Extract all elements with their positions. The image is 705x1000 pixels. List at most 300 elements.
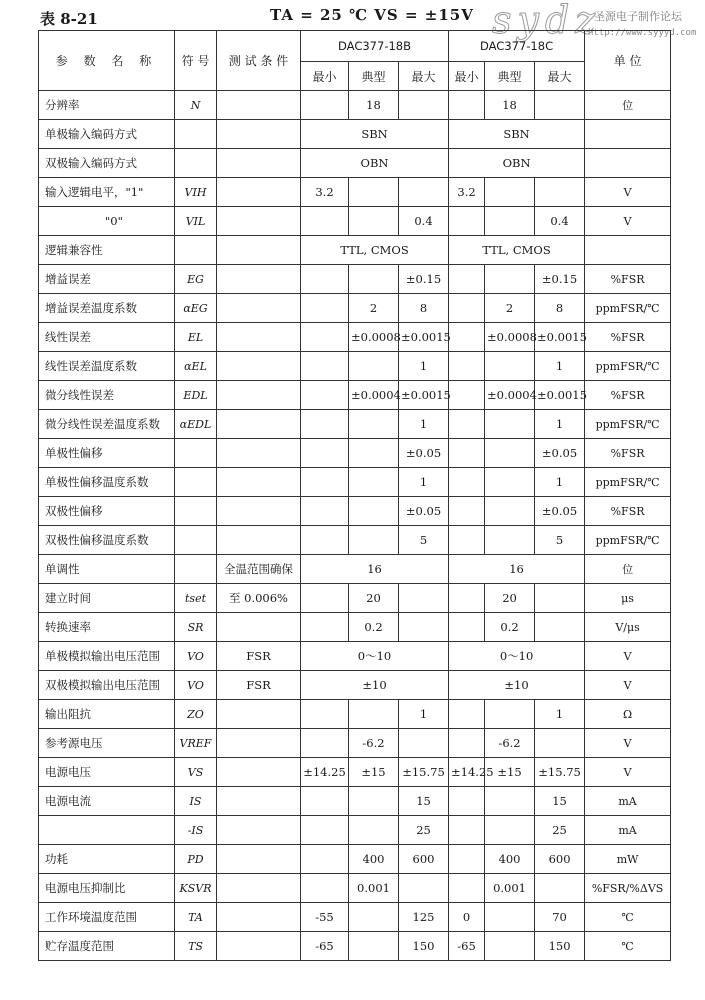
value-c-max: 5 (535, 526, 585, 555)
table-row (39, 845, 671, 874)
param-unit: 位 (585, 555, 671, 584)
table-row (39, 468, 671, 497)
value-b-min: -65 (301, 932, 349, 961)
param-unit: 位 (585, 91, 671, 120)
param-symbol: TS (175, 932, 217, 961)
value-b-typ (349, 178, 399, 207)
param-name: 双极模拟输出电压范围 (39, 671, 175, 700)
value-b-max: ±0.05 (399, 497, 449, 526)
value-group-b: ±10 (301, 671, 449, 700)
table-row (39, 555, 671, 584)
header-group-b: DAC377-18B (301, 31, 449, 62)
header-group-c: DAC377-18C (449, 31, 585, 62)
value-c-min (449, 700, 485, 729)
param-unit: ppmFSR/℃ (585, 526, 671, 555)
value-b-max: 5 (399, 526, 449, 555)
param-unit: mA (585, 787, 671, 816)
value-c-typ (485, 352, 535, 381)
watermark-url: http://www.syyyd.com (588, 28, 697, 38)
param-name: 逻辑兼容性 (39, 236, 175, 265)
table-row (39, 497, 671, 526)
test-condition-cell (217, 613, 301, 642)
param-name: 输出阻抗 (39, 700, 175, 729)
param-unit: ppmFSR/℃ (585, 294, 671, 323)
value-b-max (399, 613, 449, 642)
test-condition-cell (217, 729, 301, 758)
test-condition-cell (217, 265, 301, 294)
param-symbol: N (175, 91, 217, 120)
value-c-max: ±0.05 (535, 497, 585, 526)
header-unit: 单 位 (585, 31, 671, 91)
param-name: 单调性 (39, 555, 175, 584)
value-b-typ: 18 (349, 91, 399, 120)
param-unit: mA (585, 816, 671, 845)
test-condition-cell (217, 410, 301, 439)
value-b-min (301, 526, 349, 555)
value-c-typ (485, 439, 535, 468)
value-b-typ (349, 468, 399, 497)
value-c-min (449, 91, 485, 120)
value-c-typ (485, 903, 535, 932)
param-symbol: VO (175, 671, 217, 700)
param-symbol (175, 526, 217, 555)
table-row (39, 903, 671, 932)
value-c-max (535, 874, 585, 903)
test-condition-cell (217, 294, 301, 323)
value-c-max: ±0.15 (535, 265, 585, 294)
test-condition-cell (217, 91, 301, 120)
param-name: 双极性偏移温度系数 (39, 526, 175, 555)
table-row (39, 207, 671, 236)
value-b-min (301, 845, 349, 874)
value-b-max: 25 (399, 816, 449, 845)
value-b-typ: ±0.0004 (349, 381, 399, 410)
param-unit: mW (585, 845, 671, 874)
value-group-b: TTL, CMOS (301, 236, 449, 265)
table-row (39, 381, 671, 410)
value-c-min (449, 845, 485, 874)
param-symbol (175, 468, 217, 497)
param-unit: ℃ (585, 903, 671, 932)
value-b-max: 15 (399, 787, 449, 816)
test-condition-cell (217, 497, 301, 526)
value-b-min (301, 816, 349, 845)
value-b-typ (349, 700, 399, 729)
value-group-c: OBN (449, 149, 585, 178)
value-b-typ: 2 (349, 294, 399, 323)
param-name (39, 816, 175, 845)
value-b-max: ±0.0015 (399, 323, 449, 352)
value-b-max: 600 (399, 845, 449, 874)
param-unit: V (585, 642, 671, 671)
param-name: 电源电流 (39, 787, 175, 816)
test-condition: TA = 25 ℃ VS = ±15V (270, 6, 474, 24)
value-c-min (449, 207, 485, 236)
value-b-typ (349, 903, 399, 932)
value-b-max: 1 (399, 700, 449, 729)
param-unit: ppmFSR/℃ (585, 468, 671, 497)
param-symbol: VS (175, 758, 217, 787)
value-c-typ: 20 (485, 584, 535, 613)
header-test: 测 试 条 件 (217, 31, 301, 91)
test-condition-cell (217, 468, 301, 497)
test-condition-cell: 至 0.006% (217, 584, 301, 613)
param-name: 贮存温度范围 (39, 932, 175, 961)
value-c-min (449, 526, 485, 555)
table-row (39, 323, 671, 352)
value-b-typ (349, 352, 399, 381)
value-c-min (449, 352, 485, 381)
value-b-typ: ±15 (349, 758, 399, 787)
value-c-max: 1 (535, 700, 585, 729)
value-group-b: 16 (301, 555, 449, 584)
param-unit: ppmFSR/℃ (585, 410, 671, 439)
param-unit: ppmFSR/℃ (585, 352, 671, 381)
value-b-min (301, 700, 349, 729)
value-c-min (449, 323, 485, 352)
value-c-min (449, 439, 485, 468)
table-row (39, 352, 671, 381)
value-c-max: 600 (535, 845, 585, 874)
spec-table-body (39, 91, 671, 961)
value-b-max: 8 (399, 294, 449, 323)
header-symbol: 符 号 (175, 31, 217, 91)
value-b-min (301, 265, 349, 294)
param-name: 双极性偏移 (39, 497, 175, 526)
param-name: "0" (39, 207, 175, 236)
param-symbol: IS (175, 787, 217, 816)
param-symbol (175, 236, 217, 265)
value-b-typ: 0.2 (349, 613, 399, 642)
value-c-typ: ±0.0008 (485, 323, 535, 352)
value-b-max: ±0.15 (399, 265, 449, 294)
value-c-typ: 400 (485, 845, 535, 874)
value-b-min (301, 207, 349, 236)
test-condition-cell (217, 236, 301, 265)
header-typ: 典型 (485, 62, 535, 91)
value-c-min (449, 613, 485, 642)
param-name: 转换速率 (39, 613, 175, 642)
table-row (39, 294, 671, 323)
param-unit: ℃ (585, 932, 671, 961)
param-name: 线性误差温度系数 (39, 352, 175, 381)
param-symbol: EDL (175, 381, 217, 410)
value-c-min (449, 381, 485, 410)
param-unit: %FSR/%ΔVS (585, 874, 671, 903)
test-condition-cell (217, 178, 301, 207)
value-c-max (535, 178, 585, 207)
param-symbol (175, 439, 217, 468)
param-name: 微分线性误差 (39, 381, 175, 410)
param-unit (585, 120, 671, 149)
value-b-min (301, 352, 349, 381)
value-b-typ: 20 (349, 584, 399, 613)
param-symbol: PD (175, 845, 217, 874)
value-b-min (301, 323, 349, 352)
table-row (39, 729, 671, 758)
table-row (39, 642, 671, 671)
param-unit: V (585, 207, 671, 236)
value-b-max: ±15.75 (399, 758, 449, 787)
header-max: 最大 (399, 62, 449, 91)
param-name: 微分线性误差温度系数 (39, 410, 175, 439)
value-b-typ (349, 932, 399, 961)
value-c-min: ±14.25 (449, 758, 485, 787)
param-symbol: VREF (175, 729, 217, 758)
value-b-max: 1 (399, 410, 449, 439)
value-b-max: 1 (399, 352, 449, 381)
value-c-min (449, 294, 485, 323)
value-c-min (449, 787, 485, 816)
param-symbol: EG (175, 265, 217, 294)
value-c-typ: 0.2 (485, 613, 535, 642)
param-symbol: tset (175, 584, 217, 613)
value-c-typ (485, 265, 535, 294)
param-name: 线性误差 (39, 323, 175, 352)
value-c-typ (485, 468, 535, 497)
value-b-typ: -6.2 (349, 729, 399, 758)
value-b-max (399, 584, 449, 613)
param-unit: V/μs (585, 613, 671, 642)
table-number: 表 8-21 (40, 10, 98, 28)
param-name: 建立时间 (39, 584, 175, 613)
value-c-typ (485, 816, 535, 845)
value-b-min (301, 874, 349, 903)
param-name: 功耗 (39, 845, 175, 874)
value-c-max (535, 584, 585, 613)
value-c-typ (485, 526, 535, 555)
param-name: 单极性偏移温度系数 (39, 468, 175, 497)
value-b-min (301, 729, 349, 758)
spec-table (38, 30, 671, 961)
param-name: 工作环境温度范围 (39, 903, 175, 932)
param-symbol: VIH (175, 178, 217, 207)
test-condition-cell (217, 352, 301, 381)
param-name: 分辨率 (39, 91, 175, 120)
value-c-typ: 18 (485, 91, 535, 120)
param-unit: %FSR (585, 265, 671, 294)
value-b-typ (349, 265, 399, 294)
value-group-b: SBN (301, 120, 449, 149)
value-c-min: 3.2 (449, 178, 485, 207)
value-b-min (301, 613, 349, 642)
table-row (39, 439, 671, 468)
param-unit (585, 149, 671, 178)
value-b-typ (349, 787, 399, 816)
value-c-typ: 0.001 (485, 874, 535, 903)
value-group-b: OBN (301, 149, 449, 178)
param-unit: V (585, 178, 671, 207)
value-b-max (399, 729, 449, 758)
value-b-max: 1 (399, 468, 449, 497)
test-condition-cell: 全温范围确保 (217, 555, 301, 584)
value-c-min (449, 874, 485, 903)
value-group-c: 16 (449, 555, 585, 584)
value-c-min (449, 729, 485, 758)
param-symbol: SR (175, 613, 217, 642)
param-name: 参考源电压 (39, 729, 175, 758)
param-unit: %FSR (585, 381, 671, 410)
value-b-max (399, 874, 449, 903)
test-condition-cell (217, 120, 301, 149)
value-group-c: 0～10 (449, 642, 585, 671)
value-c-max (535, 729, 585, 758)
test-condition-cell (217, 207, 301, 236)
param-symbol: ZO (175, 700, 217, 729)
param-symbol: αEDL (175, 410, 217, 439)
value-b-max (399, 91, 449, 120)
table-row (39, 120, 671, 149)
value-b-typ: 400 (349, 845, 399, 874)
param-name: 单极模拟输出电压范围 (39, 642, 175, 671)
value-b-min (301, 787, 349, 816)
table-row (39, 410, 671, 439)
value-c-max (535, 613, 585, 642)
table-row (39, 584, 671, 613)
table-row (39, 526, 671, 555)
value-b-typ (349, 207, 399, 236)
value-c-min (449, 816, 485, 845)
value-group-c: ±10 (449, 671, 585, 700)
test-condition-cell (217, 526, 301, 555)
value-c-max: 150 (535, 932, 585, 961)
value-group-c: TTL, CMOS (449, 236, 585, 265)
test-condition-cell (217, 816, 301, 845)
value-b-min (301, 91, 349, 120)
test-condition-cell (217, 381, 301, 410)
param-symbol: TA (175, 903, 217, 932)
param-name: 双极输入编码方式 (39, 149, 175, 178)
param-unit: μs (585, 584, 671, 613)
table-row (39, 787, 671, 816)
param-unit: V (585, 758, 671, 787)
header-max: 最大 (535, 62, 585, 91)
test-condition-cell (217, 439, 301, 468)
value-b-typ (349, 816, 399, 845)
value-c-typ (485, 497, 535, 526)
test-condition-cell (217, 932, 301, 961)
value-b-min: ±14.25 (301, 758, 349, 787)
test-condition-cell: FSR (217, 642, 301, 671)
table-row (39, 236, 671, 265)
value-c-typ (485, 700, 535, 729)
value-c-min (449, 265, 485, 294)
test-condition-cell (217, 845, 301, 874)
test-condition-cell (217, 323, 301, 352)
param-symbol: αEG (175, 294, 217, 323)
value-b-max (399, 178, 449, 207)
table-row (39, 932, 671, 961)
value-c-max: ±0.0015 (535, 381, 585, 410)
param-unit: %FSR (585, 439, 671, 468)
param-symbol: VIL (175, 207, 217, 236)
value-b-min (301, 497, 349, 526)
param-unit: V (585, 671, 671, 700)
value-b-min (301, 381, 349, 410)
param-name: 单极输入编码方式 (39, 120, 175, 149)
value-b-typ (349, 410, 399, 439)
table-row (39, 671, 671, 700)
test-condition-cell (217, 149, 301, 178)
test-condition-cell (217, 874, 301, 903)
value-c-max: 1 (535, 468, 585, 497)
value-c-min (449, 410, 485, 439)
value-b-typ (349, 526, 399, 555)
test-condition-cell (217, 787, 301, 816)
value-b-min (301, 584, 349, 613)
param-symbol (175, 555, 217, 584)
header-typ: 典型 (349, 62, 399, 91)
value-c-max: 15 (535, 787, 585, 816)
table-row (39, 874, 671, 903)
header-min: 最小 (449, 62, 485, 91)
param-symbol (175, 149, 217, 178)
value-c-typ (485, 207, 535, 236)
param-symbol: KSVR (175, 874, 217, 903)
value-c-max: 8 (535, 294, 585, 323)
value-b-max: ±0.05 (399, 439, 449, 468)
value-c-max: 0.4 (535, 207, 585, 236)
param-symbol: VO (175, 642, 217, 671)
value-c-min: 0 (449, 903, 485, 932)
value-c-max: 1 (535, 352, 585, 381)
value-c-min (449, 468, 485, 497)
param-unit (585, 236, 671, 265)
value-b-typ (349, 497, 399, 526)
param-unit: %FSR (585, 497, 671, 526)
value-c-typ (485, 410, 535, 439)
value-c-max: ±0.0015 (535, 323, 585, 352)
param-name: 电源电压 (39, 758, 175, 787)
value-group-c: SBN (449, 120, 585, 149)
value-b-typ (349, 439, 399, 468)
table-row (39, 149, 671, 178)
table-row (39, 265, 671, 294)
value-b-min: 3.2 (301, 178, 349, 207)
param-name: 电源电压抑制比 (39, 874, 175, 903)
param-unit: Ω (585, 700, 671, 729)
test-condition-cell (217, 903, 301, 932)
value-c-max: 1 (535, 410, 585, 439)
value-b-min (301, 439, 349, 468)
table-row (39, 816, 671, 845)
value-c-max: 25 (535, 816, 585, 845)
watermark-logo: sydz (492, 0, 602, 42)
table-row (39, 700, 671, 729)
value-c-max: ±15.75 (535, 758, 585, 787)
value-b-typ: 0.001 (349, 874, 399, 903)
value-c-max: 70 (535, 903, 585, 932)
value-group-b: 0～10 (301, 642, 449, 671)
param-name: 增益误差温度系数 (39, 294, 175, 323)
table-row (39, 758, 671, 787)
value-c-typ (485, 178, 535, 207)
value-c-typ (485, 932, 535, 961)
value-c-max: ±0.05 (535, 439, 585, 468)
value-c-min (449, 584, 485, 613)
value-c-max (535, 91, 585, 120)
value-b-min: -55 (301, 903, 349, 932)
param-name: 增益误差 (39, 265, 175, 294)
value-c-min: -65 (449, 932, 485, 961)
value-c-typ: ±0.0004 (485, 381, 535, 410)
param-symbol: -IS (175, 816, 217, 845)
value-c-typ: ±15 (485, 758, 535, 787)
value-c-typ: 2 (485, 294, 535, 323)
watermark-site-name: 圣源电子制作论坛 (594, 10, 682, 23)
value-b-max: 150 (399, 932, 449, 961)
test-condition-cell: FSR (217, 671, 301, 700)
